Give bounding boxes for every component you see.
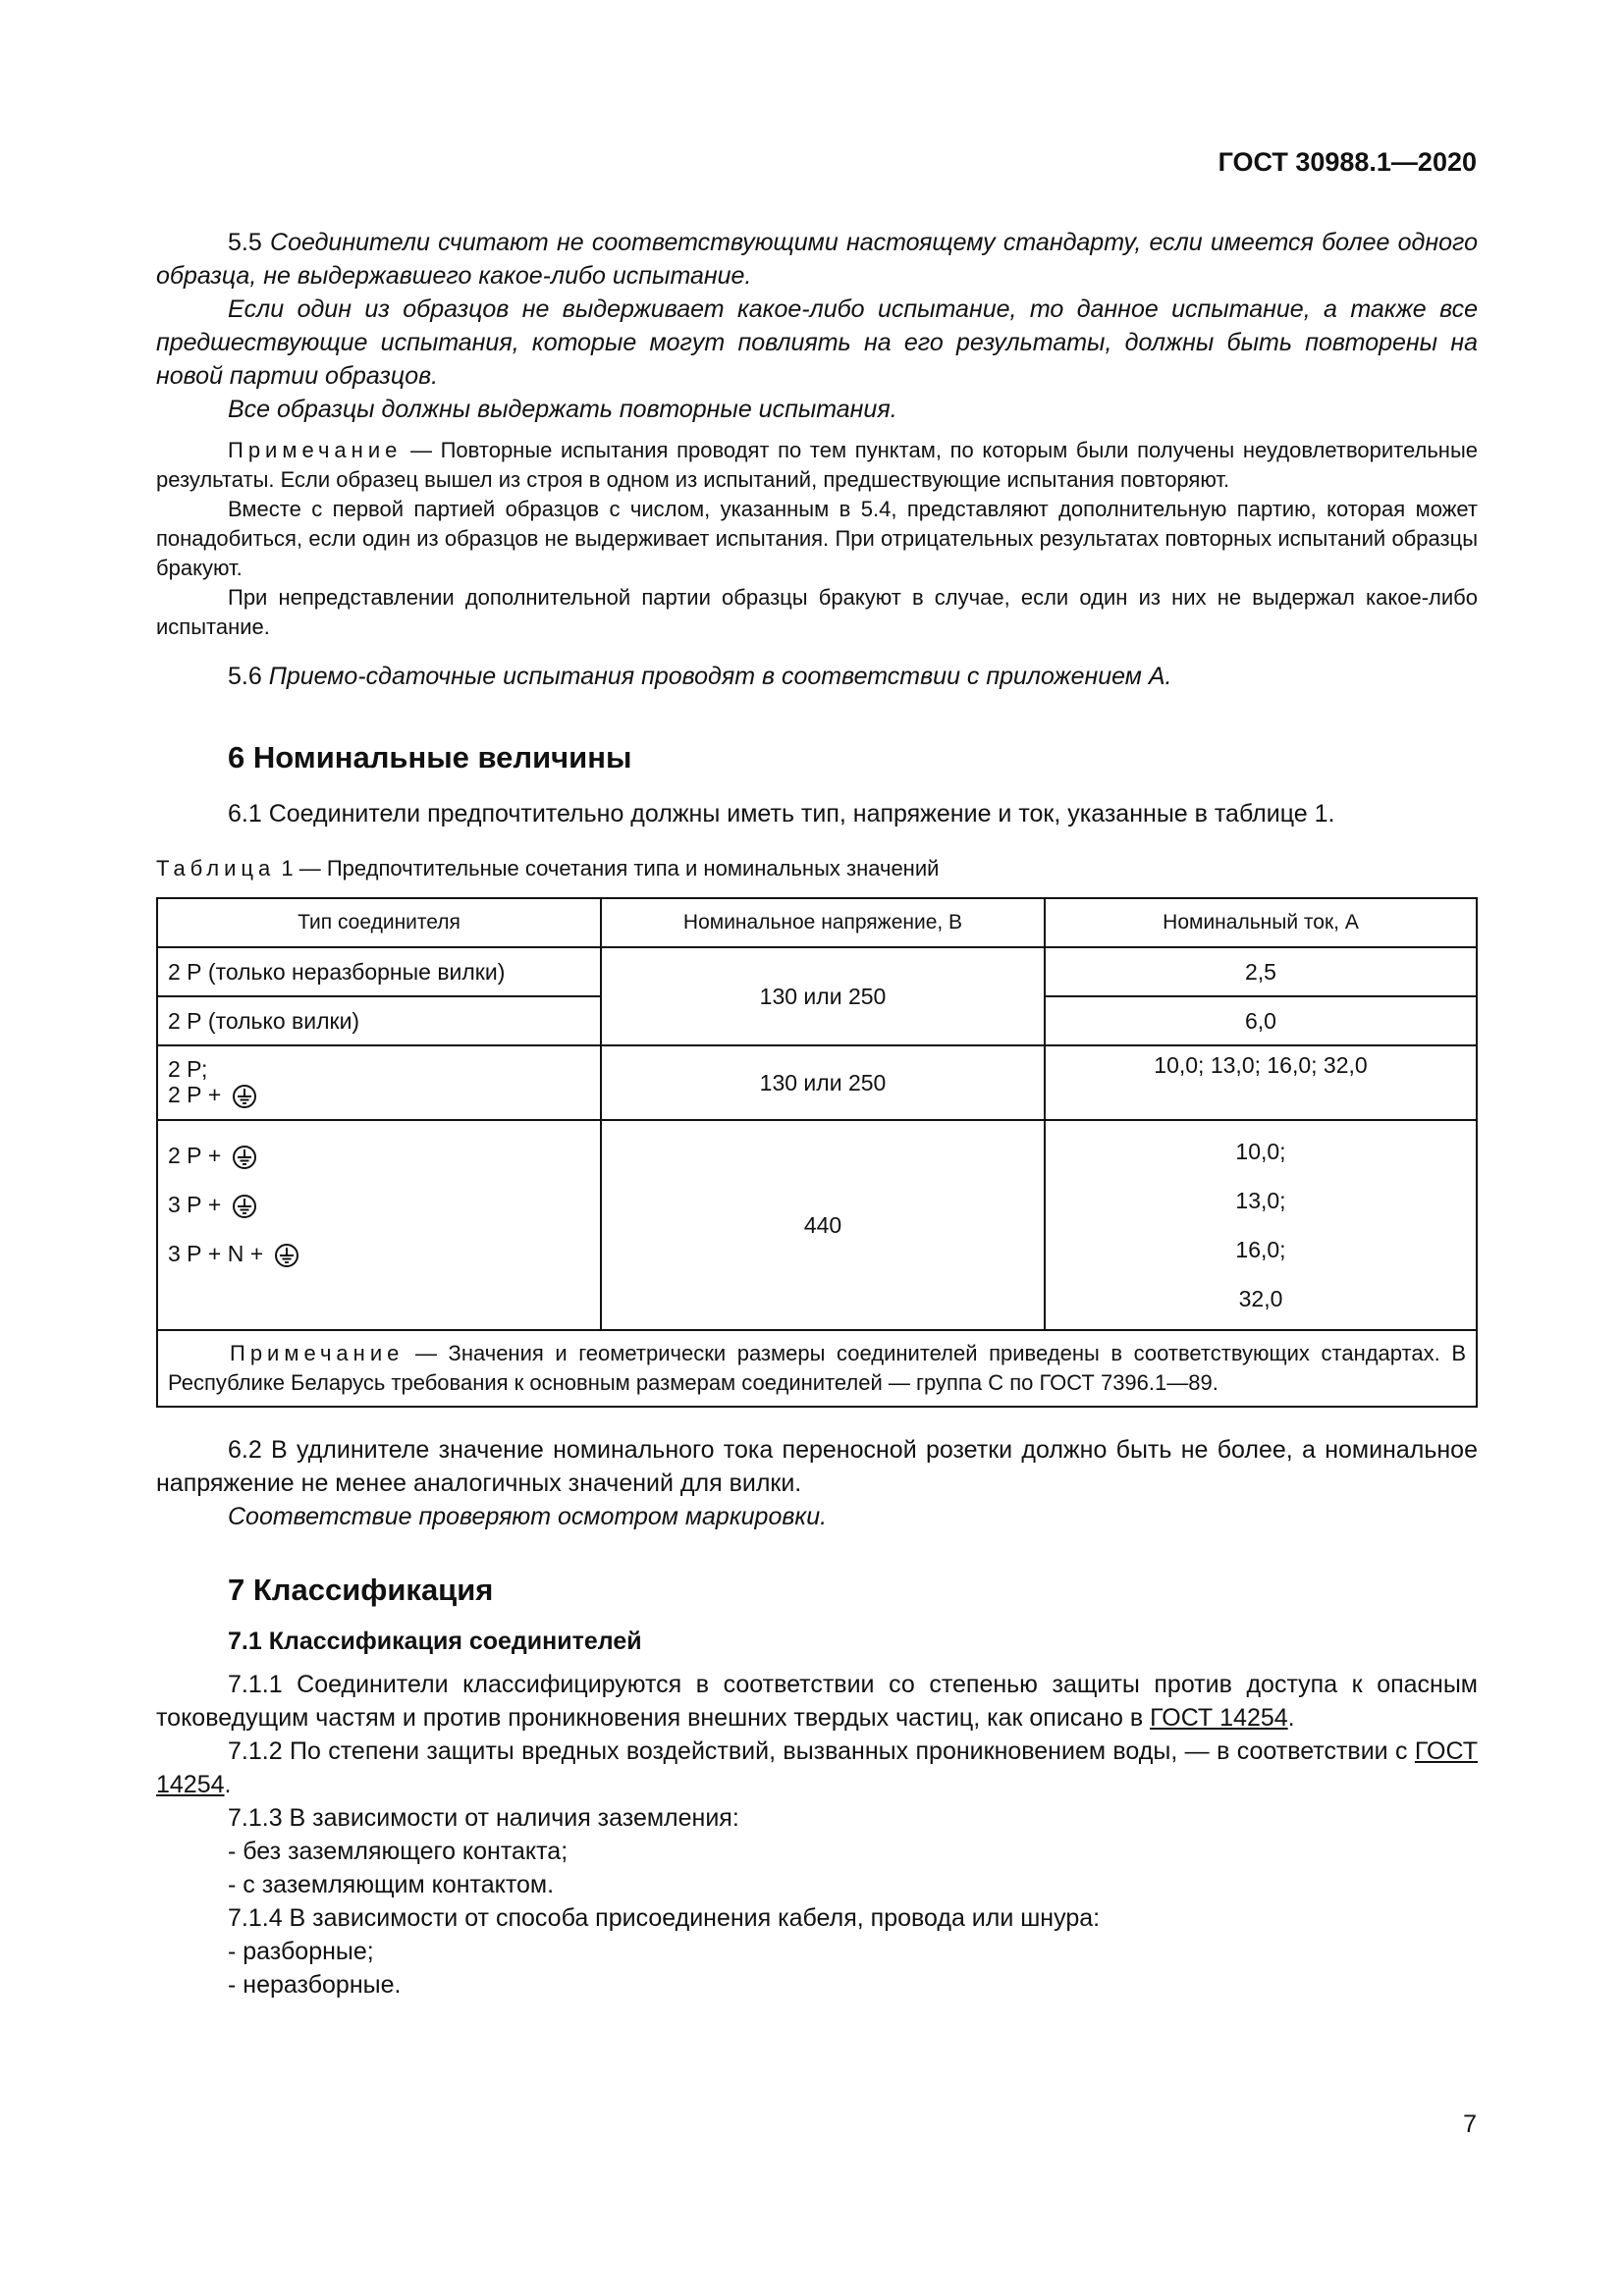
- type-line: 3 Р + N +: [168, 1241, 264, 1266]
- gost-14254-link[interactable]: ГОСТ 14254: [1150, 1704, 1288, 1732]
- paragraph-5-5-b: Если один из образцов не выдерживает какое-либо испытание, то данное испытание, а также все предшествующие испытания, которые могут повлиять на его результаты, должны быть повторены на новой партии образцов.: [156, 295, 1478, 390]
- paragraph-7-1-3: 7.1.3 В зависимости от наличия заземления:: [228, 1804, 739, 1832]
- current-value: 32,0: [1238, 1286, 1283, 1311]
- list-item: - без заземляющего контакта;: [228, 1838, 568, 1865]
- section-7-title: 7 Классификация: [228, 1573, 494, 1607]
- list-item: - неразборные.: [228, 1971, 402, 1999]
- paragraph-6-1: 6.1 Соединители предпочтительно должны иметь тип, напряжение и ток, указанные в таблице 1.: [228, 800, 1335, 828]
- clause-text: Приемо-сдаточные испытания проводят в соответствии с приложением А.: [268, 663, 1172, 690]
- clause-text: 7.1.1 Соединители классифицируются в соответствии со степенью защиты против доступа к опасным токоведущим частям и против проникновения внешних твердых частиц, как описано в: [156, 1671, 1478, 1732]
- current-value: 10,0;: [1235, 1139, 1286, 1164]
- cell-type: 2 Р (только вилки): [157, 996, 601, 1045]
- note-text: — Значения и геометрически размеры соединителей приведены в соответствующих стандартах. В Республике Беларусь требования к основным размерам соединителей — группа С по ГОСТ 7396.1—89.: [168, 1341, 1466, 1395]
- paragraph-7-1-1: 7.1.1 Соединители классифицируются в соответствии со степенью защиты против доступа к опасным токоведущим частям и против проникновения внешних твердых частиц, как описано в ГОСТ 14254.: [156, 1671, 1478, 1732]
- current-value: 13,0;: [1235, 1188, 1286, 1213]
- document-id-header: ГОСТ 30988.1—2020: [1218, 147, 1477, 177]
- cell-current: 10,0; 13,0; 16,0; 32,0: [1045, 1045, 1477, 1120]
- type-line: 2 Р;: [168, 1056, 208, 1083]
- clause-text: Соединители считают не соответствующими настоящему стандарту, если имеется более одного образца, не выдержавшего какое-либо испытание.: [156, 229, 1478, 290]
- paragraph-5-5: [156, 226, 1478, 293]
- list-item: - с заземляющим контактом.: [228, 1871, 555, 1898]
- cell-current: 2,5: [1045, 947, 1477, 996]
- note-text: — Повторные испытания проводят по тем пунктам, по которым были получены неудовлетворительные результаты. Если образец вышел из строя в одном из испытаний, предшествующие испытания повторяют.: [156, 438, 1478, 492]
- cell-current: 6,0: [1045, 996, 1477, 1045]
- table-note: [157, 1330, 1477, 1407]
- page-number: 7: [1463, 2110, 1477, 2138]
- clause-number: 5.6: [228, 663, 262, 690]
- paragraph-7-1-2: 7.1.2 По степени защиты вредных воздействий, вызванных проникновением воды, — в соответствии с ГОСТ 14254.: [156, 1737, 1478, 1798]
- ground-icon: [274, 1243, 299, 1268]
- cell-voltage: 130 или 250: [601, 947, 1045, 1045]
- cell-voltage: 440: [601, 1120, 1045, 1330]
- col-header-voltage: Номинальное напряжение, В: [601, 898, 1045, 947]
- col-header-current: Номинальный ток, А: [1045, 898, 1477, 947]
- note-label: Примечание: [230, 1341, 405, 1365]
- page-content: [156, 226, 1478, 2002]
- paragraph-6-2-b: Соответствие проверяют осмотром маркировки.: [228, 1503, 828, 1530]
- cell-type: [157, 1120, 601, 1330]
- clause-number: 5.5: [228, 229, 262, 256]
- cell-type: [157, 1045, 601, 1120]
- list-item: - разборные;: [228, 1938, 374, 1965]
- subsection-7-1-title: 7.1 Классификация соединителей: [228, 1628, 642, 1655]
- note-label: Примечание: [228, 438, 403, 462]
- cell-type: 2 Р (только неразборные вилки): [157, 947, 601, 996]
- gost-14254-link[interactable]: ГОСТ 14254: [156, 1737, 1478, 1798]
- table-1-caption: [156, 852, 1478, 885]
- table-row: [157, 1120, 1477, 1330]
- ground-icon: [232, 1194, 257, 1219]
- type-line: 3 Р +: [168, 1192, 222, 1217]
- col-header-type: Тип соединителя: [157, 898, 601, 947]
- paragraph-7-1-4: 7.1.4 В зависимости от способа присоединения кабеля, провода или шнура:: [228, 1904, 1101, 1932]
- table-row: [157, 947, 1477, 996]
- paragraph-6-2: 6.2 В удлинителе значение номинального тока переносной розетки должно быть не более, а номинальное напряжение не менее аналогичных значений для вилки.: [156, 1436, 1478, 1497]
- table-label: Таблица: [156, 856, 276, 881]
- type-line: 2 Р +: [168, 1143, 222, 1168]
- table-1: [156, 897, 1478, 1408]
- note-5-5-p3: При непредставлении дополнительной партии образцы бракуют в случае, если один из них не выдержал какое-либо испытание.: [156, 585, 1478, 639]
- clause-text: 7.1.2 По степени защиты вредных воздействий, вызванных проникновением воды, — в соответствии с: [228, 1737, 1415, 1765]
- cell-current: [1045, 1120, 1477, 1330]
- current-value: 16,0;: [1235, 1237, 1286, 1262]
- type-line: 2 Р +: [168, 1082, 222, 1108]
- table-row: [157, 1045, 1477, 1120]
- section-6-title: 6 Номинальные величины: [228, 740, 632, 774]
- cell-voltage: 130 или 250: [601, 1045, 1045, 1120]
- paragraph-5-5-c: Все образцы должны выдержать повторные испытания.: [228, 396, 897, 423]
- ground-icon: [232, 1084, 257, 1109]
- ground-icon: [232, 1145, 257, 1170]
- note-5-5: [156, 436, 1478, 495]
- note-5-5-p2: Вместе с первой партией образцов с числом, указанным в 5.4, представляют дополнительную партию, которая может понадобиться, если один из образцов не выдерживает испытания. При отрицательных результатах повторных испытаний образцы бракуют.: [156, 497, 1478, 580]
- table-caption-text: 1 — Предпочтительные сочетания типа и номинальных значений: [275, 856, 940, 881]
- table-note-row: [157, 1330, 1477, 1407]
- paragraph-5-6: [156, 660, 1478, 693]
- table-header-row: [157, 898, 1477, 947]
